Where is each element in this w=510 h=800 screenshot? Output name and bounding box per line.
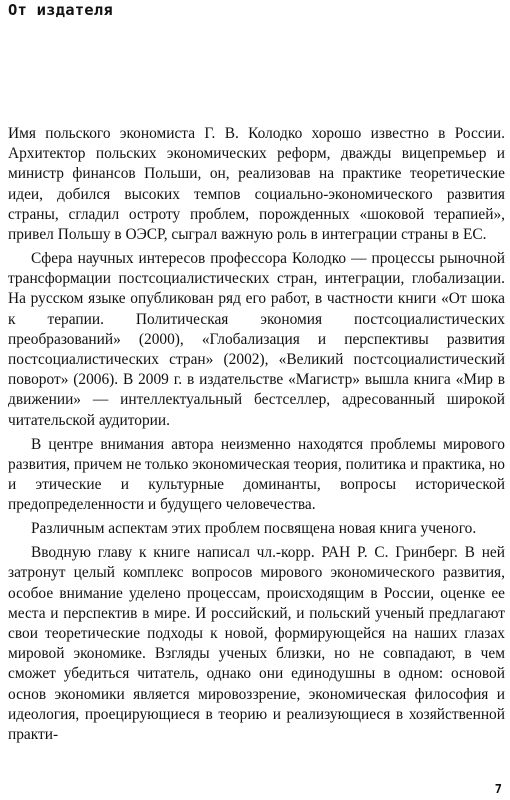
paragraph-author-intro: Имя польского экономиста Г. В. Колодко хорошо известно в России. Архитектор польских экономических реформ, дважды вицепремьер и министр финансов Польши, он, реализовав на практике теоретические идеи, добился высоких темпов социально-экономического развития страны, сгладил остроту проблем, порожденных «шоковой терапией», привел Польшу в ОЭСР, сыграл важную роль в интеграции страны в ЕС. <box>8 125 505 244</box>
body-text <box>8 124 505 745</box>
page-number: 7 <box>494 782 502 796</box>
paragraph-research-interests: Сфера научных интересов профессора Колодко — процессы рыночной трансформации постсоциалистических стран, интеграции, глобализации. На русском языке опубликован ряд его работ, в частности книги «От шока к терапии. Политическая экономия постсоциалистических преобразований» (2000), «Глобализация и перспективы развития постсоциалистических стран» (2002), «Великий постсоциалистический поворот» (2006). В 2009 г. в издательстве «Магистр» вышла книга «Мир в движении» — интеллектуальный бестселлер, адресованный широкой читательской аудитории. <box>8 250 505 429</box>
paragraph-author-focus: В центре внимания автора неизменно находятся проблемы мирового развития, причем не только экономическая теория, политика и практика, но и этические и культурные доминанты, вопросы исторической предопределенности и будущего человечества. <box>8 435 505 514</box>
section-title: От издателя <box>8 1 113 19</box>
paragraph-introduction-chapter: Вводную главу к книге написал чл.-корр. РАН Р. С. Гринберг. В ней затронут целый комплекс вопросов мирового экономического развития, особое внимание уделено процессам, происходящим в России, оценке ее места и перспектив в мире. И российский, и польский ученый предлагают свои теоретические подходы к новой, формирующейся на наших глазах мировой экономике. Взгляды ученых близки, но не совпадают, в чем сможет убедиться читатель, однако они единодушны в одном: основой основ экономики является мировоззрение, экономическая философия и идеология, проецирующиеся в теорию и реализующиеся в хозяйственной практи- <box>8 544 505 744</box>
paragraph-new-book: Различным аспектам этих проблем посвящена новая книга ученого. <box>31 520 477 538</box>
